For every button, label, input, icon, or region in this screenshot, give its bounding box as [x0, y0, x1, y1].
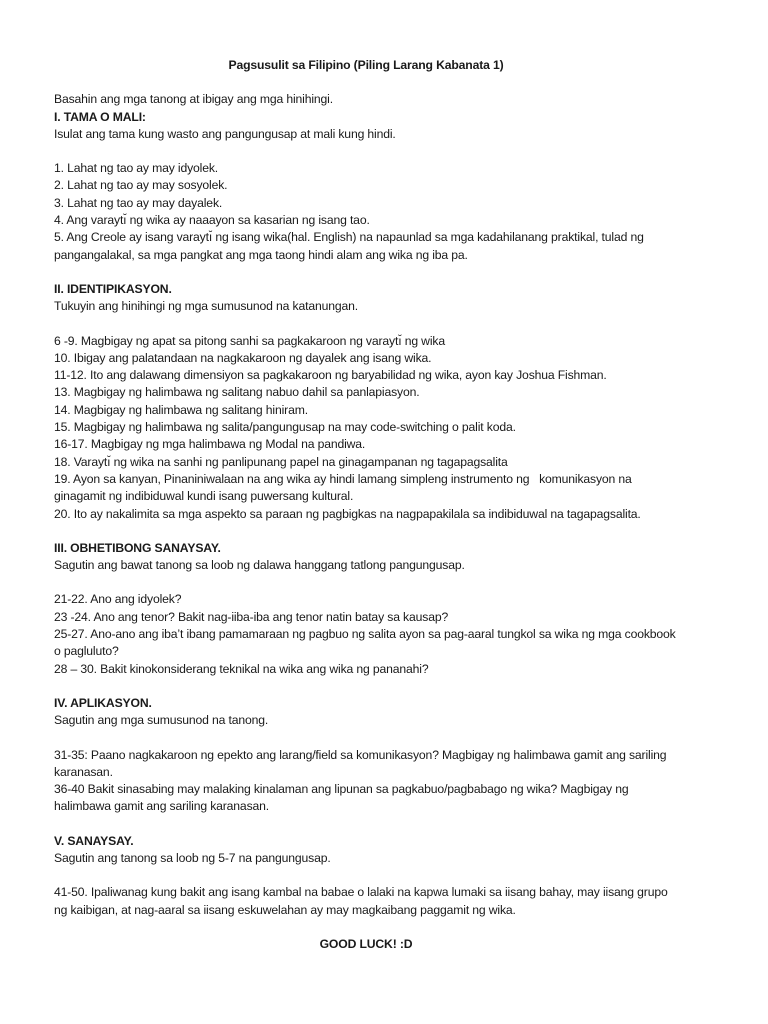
question-item: 28 – 30. Bakit kinokonsiderang teknikal na wika ang wika ng pananahi?: [54, 661, 429, 676]
section-identipikasyon: [54, 281, 678, 523]
question-item: 15. Magbigay ng halimbawa ng salita/pangungusap na may code-switching o palit koda.: [54, 420, 516, 435]
question-item: 36-40 Bakit sinasabing may malaking kinalaman ang lipunan sa pagkabuo/pagbabago ng wika? Magbigay ng halimbawa gamit ang sariling karanasan.: [54, 782, 632, 814]
section-heading: I. TAMA O MALI:: [54, 109, 146, 124]
question-item: 4. Ang varaytı̆ ng wika ay naaayon sa kasarian ng isang tao.: [54, 213, 370, 228]
section-instruction: Isulat ang tama kung wasto ang pangungusap at mali kung hindi.: [54, 126, 396, 141]
section-tama-o-mali: [54, 109, 678, 264]
section-heading: IV. APLIKASYON.: [54, 695, 152, 710]
closing-message: GOOD LUCK! :D: [319, 936, 413, 951]
document-title: Pagsusulit sa Filipino (Piling Larang Kabanata 1): [228, 58, 504, 72]
section-obhetibong-sanaysay: [54, 540, 678, 678]
question-item: 5. Ang Creole ay isang varaytı̆ ng isang wika(hal. English) na napaunlad sa mga kadahilanang praktikal, tulad ng pangangalakal, sa mga pangkat ang mga taong hindi alam ang wika ng iba pa.: [54, 230, 647, 262]
section-heading: III. OBHETIBONG SANAYSAY.: [54, 540, 221, 555]
section-heading: V. SANAYSAY.: [54, 833, 134, 848]
section-aplikasyon: [54, 695, 678, 816]
section-sanaysay: [54, 833, 678, 919]
section-heading: II. IDENTIPIKASYON.: [54, 281, 172, 296]
question-item: 3. Lahat ng tao ay may dayalek.: [54, 195, 223, 210]
section-instruction: Sagutin ang mga sumusunod na tanong.: [54, 713, 269, 728]
question-item: 11-12. Ito ang dalawang dimensiyon sa pagkakaroon ng baryabilidad ng wika, ayon kay Joshua Fishman.: [54, 368, 607, 383]
general-instruction: Basahin ang mga tanong at ibigay ang mga hinihingi.: [54, 92, 333, 107]
question-item: 20. Ito ay nakalimita sa mga aspekto sa paraan ng pagbigkas na nagpapakilala sa indibiduwal na tagapagsalita.: [54, 506, 641, 521]
section-instruction: Tukuyin ang hinihingi ng mga sumusunod na katanungan.: [54, 299, 358, 314]
question-item: 21-22. Ano ang idyolek?: [54, 592, 182, 607]
question-item: 41-50. Ipaliwanag kung bakit ang isang kambal na babae o lalaki na kapwa lumaki sa iisang bahay, may iisang grupo ng kaibigan, at nag-aaral sa iisang eskuwelahan ay may magkaibang paggamit ng wika.: [54, 885, 671, 917]
question-item: 14. Magbigay ng halimbawa ng salitang hiniram.: [54, 402, 308, 417]
question-item: 16-17. Magbigay ng mga halimbawa ng Modal na pandiwa.: [54, 437, 366, 452]
question-item: 2. Lahat ng tao ay may sosyolek.: [54, 178, 228, 193]
question-item: 19. Ayon sa kanyan, Pinaniniwalaan na ang wika ay hindi lamang simpleng instrumento ng komunikasyon na ginagamit ng indibiduwal kundi isang puwersang kultural.: [54, 471, 635, 504]
section-instruction: Sagutin ang bawat tanong sa loob ng dalawa hanggang tatlong pangungusap.: [54, 558, 465, 573]
question-item: 1. Lahat ng tao ay may idyolek.: [54, 161, 219, 176]
question-item: 31-35: Paano nagkakaroon ng epekto ang larang/field sa komunikasyon? Magbigay ng halimbawa gamit ang sariling karanasan.: [54, 747, 670, 779]
section-instruction: Sagutin ang tanong sa loob ng 5-7 na pangungusap.: [54, 850, 331, 865]
question-item: 6 -9. Magbigay ng apat sa pitong sanhi sa pagkakaroon ng varaytı̆ ng wika: [54, 333, 445, 348]
question-item: 18. Varaytı̆ ng wika na sanhi ng panlipunang papel na ginagampanan ng tagapagsalita: [54, 454, 508, 469]
question-item: 23 -24. Ano ang tenor? Bakit nag-iiba-iba ang tenor natin batay sa kausap?: [54, 609, 449, 624]
question-item: 25-27. Ano-ano ang iba’t ibang pamamaraan ng pagbuo ng salita ayon sa pag-aaral tungkol sa wika ng mga cookbook o pagluluto?: [54, 627, 679, 659]
question-item: 10. Ibigay ang palatandaan na nagkakaroon ng dayalek ang isang wika.: [54, 350, 432, 365]
question-item: 13. Magbigay ng halimbawa ng salitang nabuo dahil sa panlapiasyon.: [54, 385, 420, 400]
